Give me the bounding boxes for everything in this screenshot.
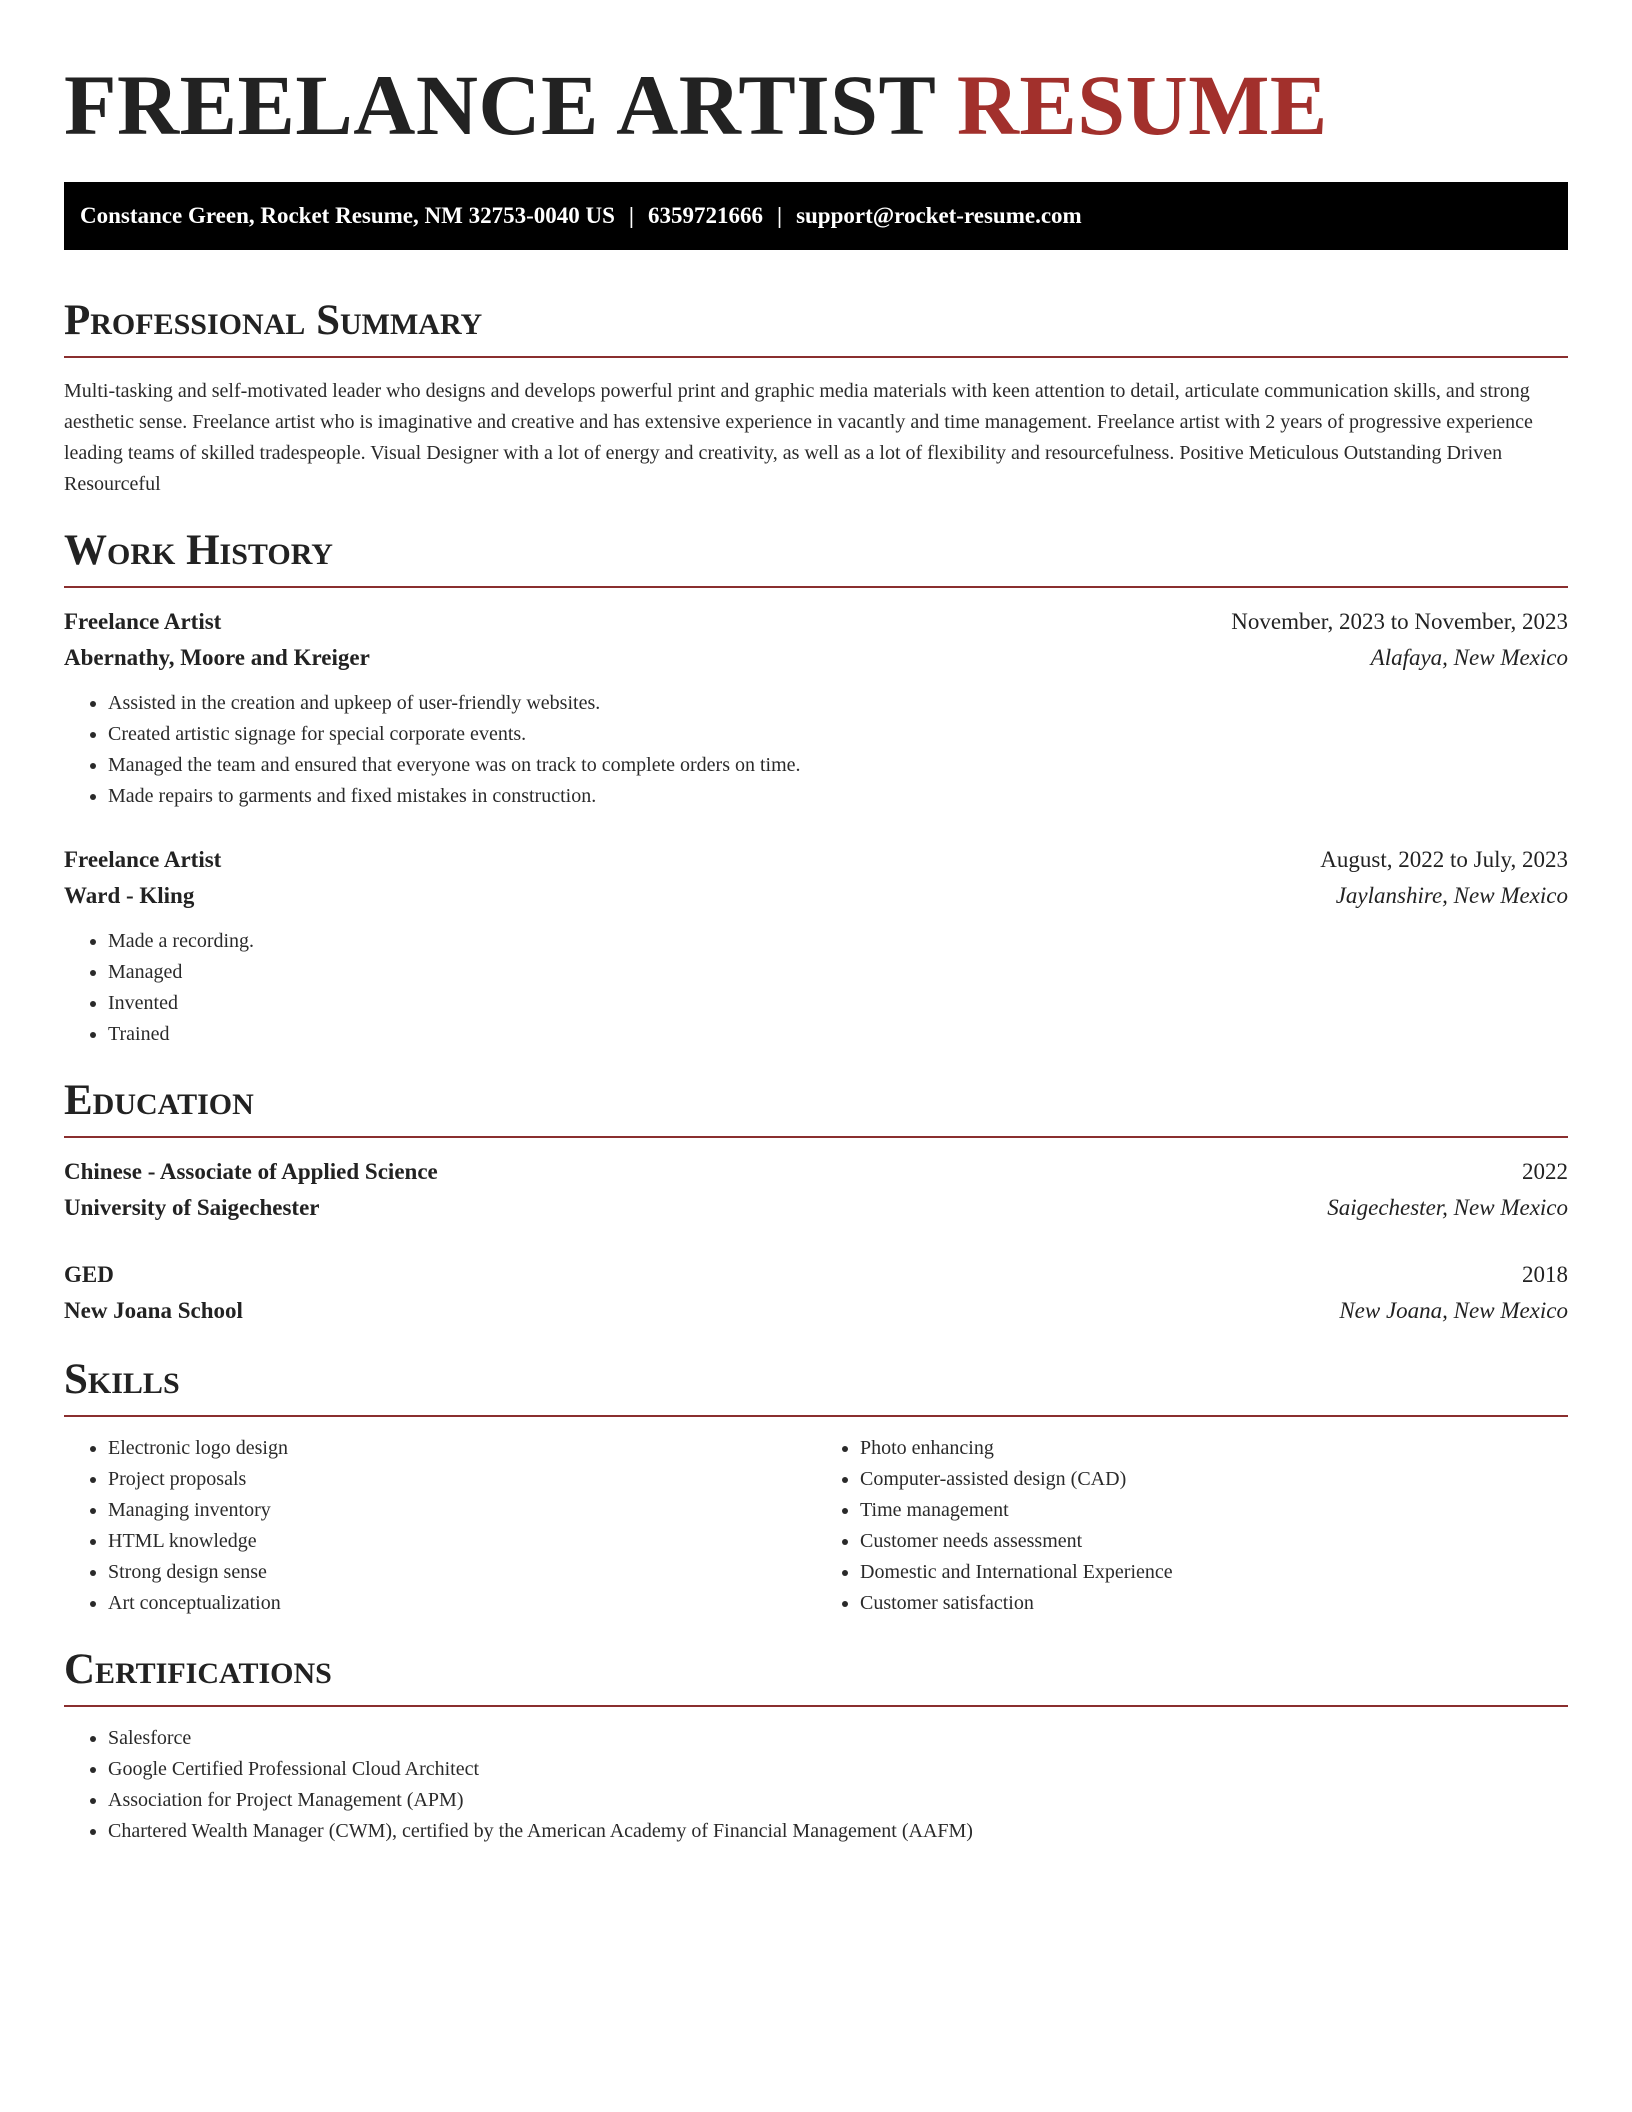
job-company: Abernathy, Moore and Kreiger bbox=[64, 645, 370, 670]
job-bullets bbox=[64, 688, 1568, 812]
skill-item: • Electronic logo design bbox=[108, 1433, 816, 1464]
certifications-section bbox=[64, 1645, 1568, 1847]
certification-item: • Chartered Wealth Manager (CWM), certified by the American Academy of Financial Management (AAFM) bbox=[108, 1816, 1568, 1847]
skill-item: • Art conceptualization bbox=[108, 1588, 816, 1619]
job-title: Freelance Artist bbox=[64, 609, 222, 634]
job-dates: August, 2022 to July, 2023 bbox=[1320, 847, 1568, 872]
job-dates: November, 2023 to November, 2023 bbox=[1231, 609, 1568, 634]
job-bullets bbox=[64, 926, 1568, 1050]
contact-address: Constance Green, Rocket Resume, NM 32753-0040 US bbox=[80, 203, 615, 228]
job-bullet: • Made repairs to garments and fixed mistakes in construction. bbox=[108, 781, 1568, 812]
skills-list-right bbox=[816, 1433, 1568, 1619]
certification-item: • Association for Project Management (APM) bbox=[108, 1785, 1568, 1816]
skill-item: • Strong design sense bbox=[108, 1557, 816, 1588]
education-degree: Chinese - Associate of Applied Science bbox=[64, 1159, 438, 1184]
certification-item: • Salesforce bbox=[108, 1723, 1568, 1754]
skills-section bbox=[64, 1355, 1568, 1619]
contact-separator: | bbox=[776, 203, 783, 228]
skills-heading: Skills bbox=[64, 1355, 1568, 1417]
job-bullet: • Managed bbox=[108, 957, 1568, 988]
education-entry bbox=[64, 1154, 1568, 1226]
work-history-section bbox=[64, 526, 1568, 1050]
job-location: Jaylanshire, New Mexico bbox=[1335, 883, 1568, 908]
job-bullet: • Invented bbox=[108, 988, 1568, 1019]
job-company-row bbox=[64, 878, 1568, 914]
contact-phone: 6359721666 bbox=[647, 203, 763, 228]
summary-text: Multi-tasking and self-motivated leader who designs and develops powerful print and graphic media materials with keen attention to detail, articulate communication skills, and strong aesthetic sense. Freelance artist who is imaginative and creative and has extensive experience in vacantly and time management. Freelance artist with 2 years of progressive experience leading teams of skilled tradespeople. Visual Designer with a lot of energy and creativity, as well as a lot of flexibility and resourcefulness. Positive Meticulous Outstanding Driven Resourceful bbox=[64, 380, 1533, 495]
skill-item: • Managing inventory bbox=[108, 1495, 816, 1526]
job-title: Freelance Artist bbox=[64, 847, 222, 872]
job-entry bbox=[64, 604, 1568, 812]
education-section bbox=[64, 1076, 1568, 1329]
job-bullet: • Managed the team and ensured that everyone was on track to complete orders on time. bbox=[108, 750, 1568, 781]
education-school-row bbox=[64, 1293, 1568, 1329]
skills-list-left bbox=[64, 1433, 816, 1619]
skills-grid bbox=[64, 1433, 1568, 1619]
job-bullet: • Assisted in the creation and upkeep of user-friendly websites. bbox=[108, 688, 1568, 719]
summary-section bbox=[64, 296, 1568, 500]
education-school-row bbox=[64, 1190, 1568, 1226]
job-company: Ward - Kling bbox=[64, 883, 195, 908]
job-header-row bbox=[64, 604, 1568, 640]
education-location: New Joana, New Mexico bbox=[1339, 1298, 1568, 1323]
job-bullet: • Made a recording. bbox=[108, 926, 1568, 957]
contact-separator: | bbox=[628, 203, 634, 228]
education-school: New Joana School bbox=[64, 1298, 243, 1323]
contact-email: support@rocket-resume.com bbox=[796, 203, 1082, 228]
resume-page bbox=[64, 0, 1568, 1847]
summary-heading: Professional Summary bbox=[64, 296, 1568, 358]
education-heading: Education bbox=[64, 1076, 1568, 1138]
job-entry bbox=[64, 842, 1568, 1050]
education-degree-row bbox=[64, 1154, 1568, 1190]
education-degree: GED bbox=[64, 1262, 114, 1287]
skill-item: • Customer satisfaction bbox=[860, 1588, 1568, 1619]
education-degree-row bbox=[64, 1257, 1568, 1293]
job-company-row bbox=[64, 640, 1568, 676]
contact-bar bbox=[64, 182, 1568, 250]
skill-item: • HTML knowledge bbox=[108, 1526, 816, 1557]
skill-item: • Customer needs assessment bbox=[860, 1526, 1568, 1557]
education-year: 2018 bbox=[1522, 1262, 1568, 1287]
work-history-heading: Work History bbox=[64, 526, 1568, 588]
job-bullet: • Trained bbox=[108, 1019, 1568, 1050]
education-year: 2022 bbox=[1522, 1159, 1568, 1184]
certification-item: • Google Certified Professional Cloud Architect bbox=[108, 1754, 1568, 1785]
skill-item: • Photo enhancing bbox=[860, 1433, 1568, 1464]
skill-item: • Domestic and International Experience bbox=[860, 1557, 1568, 1588]
skill-item: • Time management bbox=[860, 1495, 1568, 1526]
job-location: Alafaya, New Mexico bbox=[1370, 645, 1568, 670]
education-entry bbox=[64, 1257, 1568, 1329]
certifications-heading: Certifications bbox=[64, 1645, 1568, 1707]
skill-item: • Project proposals bbox=[108, 1464, 816, 1495]
skill-item: • Computer-assisted design (CAD) bbox=[860, 1464, 1568, 1495]
education-location: Saigechester, New Mexico bbox=[1327, 1195, 1568, 1220]
resume-title bbox=[64, 58, 1568, 152]
title-main: FREELANCE ARTIST bbox=[64, 57, 935, 153]
title-accent: RESUME bbox=[956, 57, 1328, 153]
job-bullet: • Created artistic signage for special corporate events. bbox=[108, 719, 1568, 750]
certifications-list bbox=[64, 1723, 1568, 1847]
education-school: University of Saigechester bbox=[64, 1195, 320, 1220]
job-header-row bbox=[64, 842, 1568, 878]
